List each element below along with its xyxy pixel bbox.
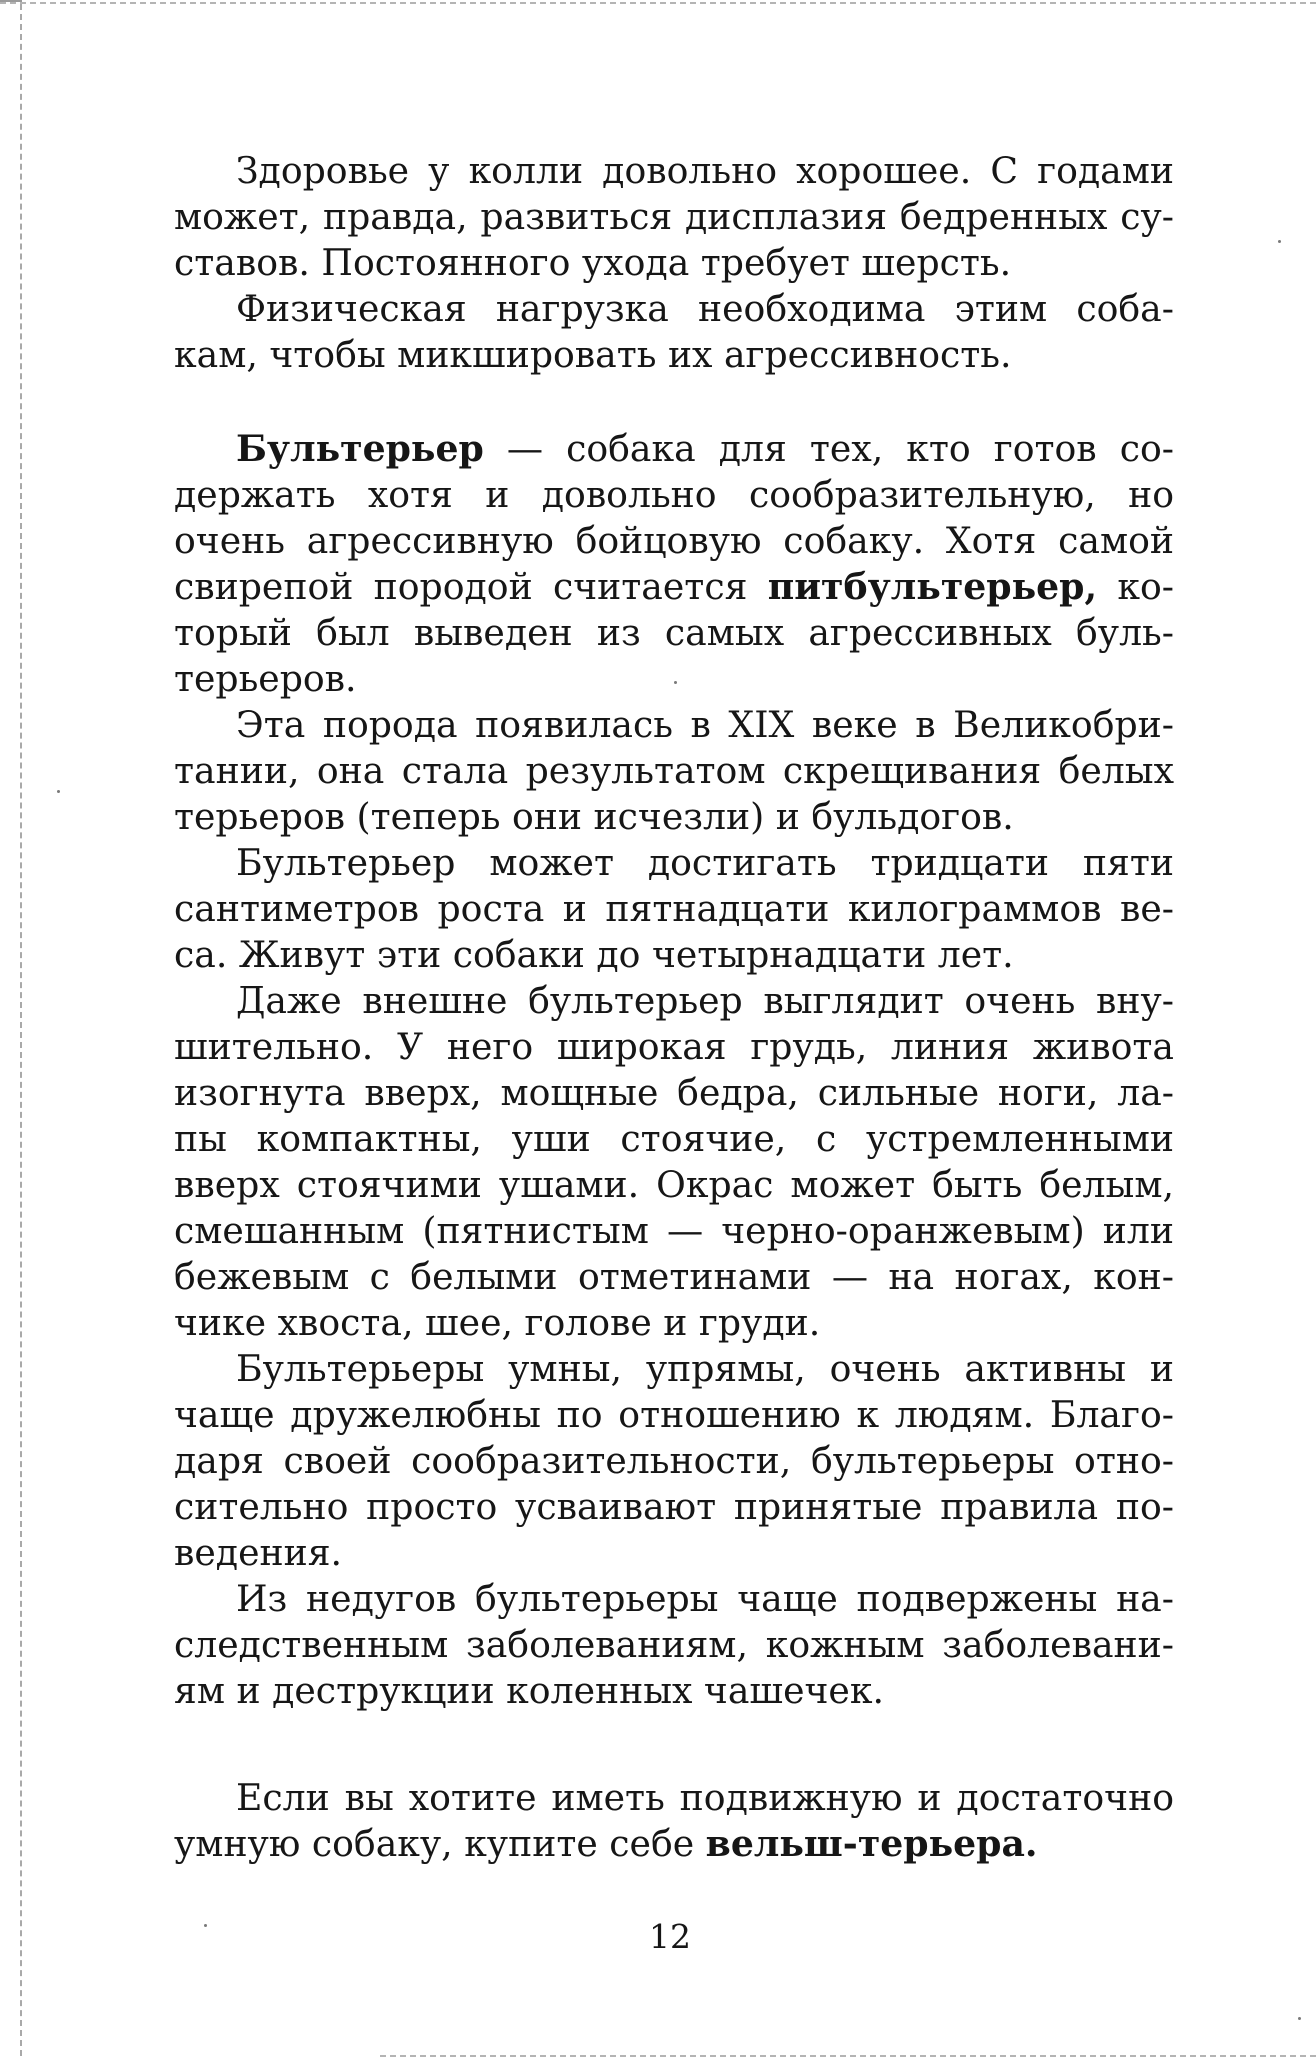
text-line: Бультерьеры умны, упрямы, очень активны и [236,1347,1174,1390]
text-line: пы компактны, уши стоячие, с устремленными [174,1117,1174,1160]
text-line: Здоровье у колли довольно хорошее. С годами [236,149,1174,192]
text-line: ведения. [174,1531,343,1574]
scan-border-top [0,2,1316,4]
page-body [174,148,1174,1867]
paragraph-bullterrier-intro [174,426,1174,702]
scan-border-left [20,4,22,2056]
scan-speck [1298,2017,1301,2020]
paragraph-text: ко- торый был выведен из самых агрессивных буль- терьеров. [174,565,1174,700]
scan-border-bottom [380,2055,1316,2057]
paragraph-bullterrier-appearance [174,978,1174,1346]
text-line: чаще дружелюбны по отношению к людям. Благо- [174,1393,1174,1436]
paragraph-collie-health [174,148,1174,286]
term-pitbullterrier: питбультерьер, [767,565,1098,608]
scan-speck [204,1924,207,1927]
text-line: шительно. У него широкая грудь, линия живота [174,1025,1174,1068]
text-line: са. Живут эти собаки до четырнадцати лет. [174,933,1014,976]
text-line: ставов. Постоянного ухода требует шерсть. [174,241,1012,284]
text-line: следственным заболеваниям, кожным заболевани- [174,1623,1174,1666]
paragraph-text: — собака для тех, кто готов со- держать хотя и довольно сообразительную, но очень агрессивную бойцовую собаку. Хотя самой свирепой породой считается [174,427,1174,608]
text-line: даря своей сообразительности, бультерьеры отно- [174,1439,1174,1482]
text-line: кам, чтобы микшировать их агрессивность. [174,333,1012,376]
paragraph-bullterrier-size [174,840,1174,978]
paragraph-bullterrier-ailments [174,1576,1174,1714]
text-line: Эта порода появилась в XIX веке в Великобри- [236,703,1174,746]
text-line: сантиметров роста и пятнадцати килограммов ве- [174,887,1174,930]
text-line: терьеров (теперь они исчезли) и бульдогов. [174,795,1014,838]
page-number: 12 [649,1917,691,1956]
term-welsh-terrier: вельш-терьера. [705,1822,1038,1865]
text-line: Физическая нагрузка необходима этим соба- [236,287,1174,330]
text-line: Бультерьер может достигать тридцати пяти [236,841,1174,884]
text-line: изогнута вверх, мощные бедра, сильные ноги, ла- [174,1071,1174,1114]
scan-speck [57,790,60,793]
text-line: тании, она стала результатом скрещивания белых [174,749,1174,792]
paragraph-bullterrier-origin [174,702,1174,840]
text-line: бежевым с белыми отметинами — на ногах, кон- [174,1255,1174,1298]
paragraph-welsh-terrier-intro [174,1775,1174,1867]
text-line: может, правда, развиться дисплазия бедренных су- [174,195,1174,238]
paragraph-text: Если вы хотите иметь подвижную и достаточно умную собаку, купите себе [174,1776,1174,1865]
text-line: смешанным (пятнистым — черно-оранжевым) или [174,1209,1174,1252]
text-line: Из недугов бультерьеры чаще подвержены на- [236,1577,1174,1620]
text-line: сительно просто усваивают принятые правила по- [174,1485,1174,1528]
paragraph-bullterrier-temper [174,1346,1174,1576]
text-line: ям и деструкции коленных чашечек. [174,1669,884,1712]
text-line: Даже внешне бультерьер выглядит очень вну- [236,979,1174,1022]
text-line: чике хвоста, шее, голове и груди. [174,1301,821,1344]
scan-speck [1278,240,1281,243]
text-line: вверх стоячими ушами. Окрас может быть белым, [174,1163,1174,1206]
paragraph-collie-exercise [174,286,1174,378]
term-bullterrier: Бультерьер [236,427,484,470]
